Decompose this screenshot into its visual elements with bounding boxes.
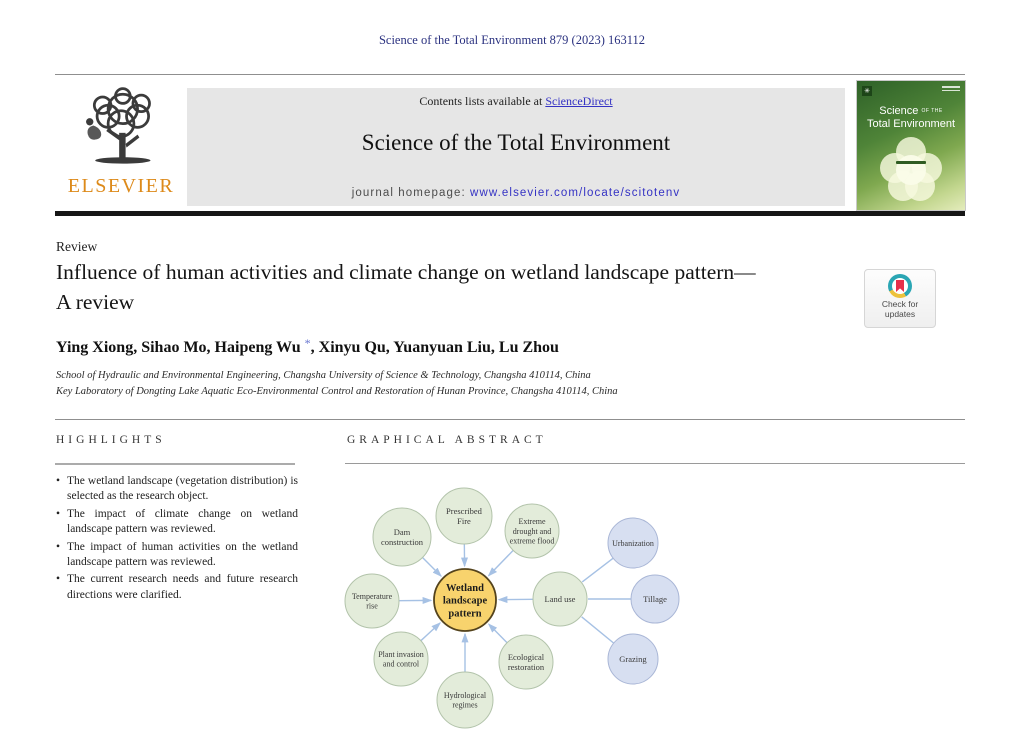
highlight-item: • The wetland landscape (vegetation distribution) is selected as the research object.: [56, 475, 298, 503]
check-for-updates-label: Check for updates: [881, 299, 919, 320]
diagram-label-urbanization: Urbanization: [612, 538, 654, 548]
highlights-list: [56, 474, 298, 605]
homepage-link[interactable]: www.elsevier.com/locate/scitotenv: [470, 187, 681, 199]
highlights-underline: [55, 463, 295, 465]
diagram-edge-grazing-to-land-use: [582, 617, 614, 643]
cover-topright-text: [942, 86, 960, 93]
diagram-label-center: Wetland landscape pattern: [442, 583, 488, 620]
diagram-edge-plant-invasion-control-to-center: [421, 623, 440, 641]
article-type-label: Review: [56, 239, 98, 254]
diagram-label-ecological-restoration: Ecological restoration: [507, 651, 545, 673]
author-list: Ying Xiong, Sihao Mo, Haipeng Wu *, Xinyu Qu, Yuanyuan Liu, Lu Zhou: [56, 336, 559, 356]
diagram-edge-extreme-drought-flood-to-center: [489, 550, 514, 575]
homepage-prefix: journal homepage:: [351, 187, 471, 199]
journal-title: Science of the Total Environment: [361, 130, 671, 155]
section-divider: [55, 419, 965, 420]
cover-publisher-icon: ✳: [862, 86, 872, 96]
diagram-label-prescribed-fire: Prescribed Fire: [446, 505, 482, 527]
homepage-line: [187, 187, 845, 199]
elsevier-tree-icon: [75, 85, 167, 177]
diagram-label-tillage: Tillage: [643, 593, 667, 604]
diagram-label-grazing: Grazing: [619, 653, 647, 664]
article-title: Influence of human activities and climate change on wetland landscape pattern—A review: [56, 260, 756, 314]
diagram-label-dam-construction: Dam construction: [380, 526, 424, 548]
contents-line: [187, 94, 845, 109]
highlight-item: • The impact of human activities on the wetland landscape pattern was reviewed.: [56, 540, 298, 569]
diagram-label-land-use: Land use: [544, 593, 576, 604]
affiliation-line: School of Hydraulic and Environmental Engineering, Changsha University of Science & Technology, Changsha 410114, China: [56, 370, 591, 381]
journal-cover-thumbnail[interactable]: [857, 81, 965, 210]
cover-title: Science OF THE Total Environment: [866, 105, 956, 130]
sciencedirect-link[interactable]: ScienceDirect: [545, 94, 613, 108]
affiliations: [56, 368, 618, 400]
check-for-updates-button[interactable]: [864, 269, 936, 328]
journal-citation: Science of the Total Environment 879 (2023) 163112: [378, 33, 646, 47]
diagram-edge-ecological-restoration-to-center: [489, 624, 507, 643]
cover-flower-label: [896, 161, 926, 164]
diagram-label-hydrological-regimes: Hydrological regimes: [443, 691, 487, 710]
elsevier-logo[interactable]: [55, 85, 187, 206]
diagram-edge-dam-construction-to-center: [423, 558, 441, 576]
diagram-label-extreme-drought-flood: Extreme drought and extreme flood: [509, 517, 555, 546]
diagram-label-plant-invasion-control: Plant invasion and control: [378, 650, 424, 669]
elsevier-wordmark: ELSEVIER: [67, 175, 175, 197]
diagram-edge-urbanization-to-land-use: [582, 558, 613, 582]
affiliation-line: Key Laboratory of Dongting Lake Aquatic Eco-Environmental Control and Restoration of Hunan Province, Changsha 410114, China: [56, 385, 618, 397]
graphical-abstract-underline: [345, 463, 965, 464]
highlight-item: • The current research needs and future research directions were clarified.: [56, 573, 298, 601]
diagram-label-temperature-rise: Temperature rise: [351, 592, 393, 611]
highlight-item: • The impact of climate change on wetland landscape pattern was reviewed.: [56, 507, 298, 536]
journal-masthead: [187, 88, 845, 206]
corresponding-author-mark[interactable]: *: [304, 336, 311, 350]
graphical-abstract-heading: GRAPHICAL ABSTRACT: [347, 434, 547, 446]
highlights-heading: HIGHLIGHTS: [56, 434, 166, 446]
graphical-abstract-diagram: [340, 470, 700, 729]
crossmark-icon: [888, 274, 912, 298]
cover-flower-center: [896, 155, 926, 185]
top-divider: [55, 74, 965, 75]
contents-prefix: Contents lists available at: [419, 94, 546, 108]
masthead-divider: [55, 211, 965, 216]
